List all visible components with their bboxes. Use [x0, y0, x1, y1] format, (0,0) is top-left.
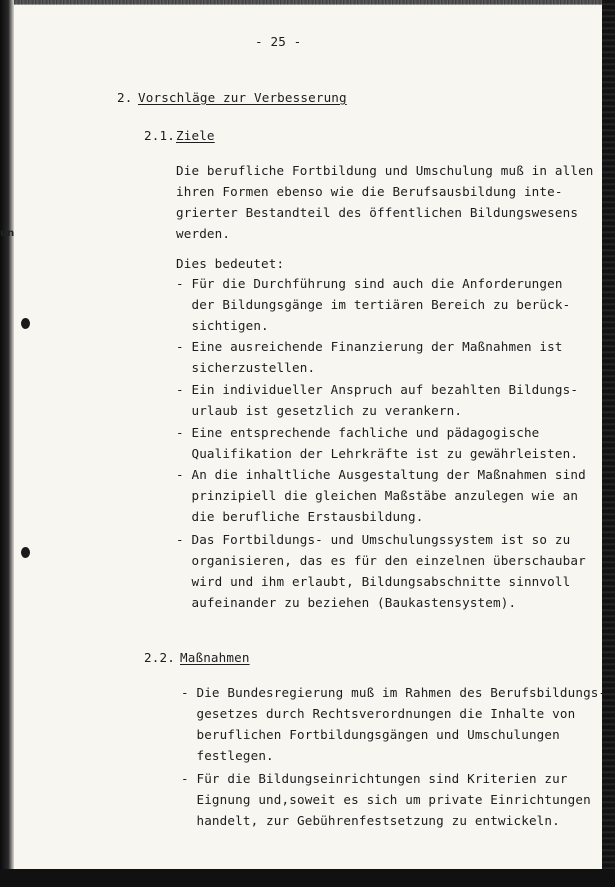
- bullet-line: Qualifikation der Lehrkräfte ist zu gewährleisten.: [176, 446, 579, 461]
- scan-left-edge: [0, 0, 14, 887]
- section-2-number: 2.2.: [144, 650, 175, 665]
- bullet-line: - Eine entsprechende fachliche und pädagogische: [176, 425, 540, 440]
- bullet-line: - Für die Bildungseinrichtungen sind Kriterien zur: [181, 771, 568, 786]
- bullet-line: - Die Bundesregierung muß im Rahmen des Berufsbildungs-: [181, 685, 607, 700]
- bullet-line: - An die inhaltliche Ausgestaltung der Maßnahmen sind: [176, 467, 586, 482]
- section-2-title: Maßnahmen: [180, 650, 250, 665]
- section-1-number: 2.1.: [144, 128, 175, 143]
- bullet-line: - Eine ausreichende Finanzierung der Maßnahmen ist: [176, 339, 563, 354]
- bullet-line: urlaub ist gesetzlich zu verankern.: [176, 403, 463, 418]
- scan-top-strip: [14, 0, 602, 5]
- punch-hole-bottom: [21, 547, 30, 558]
- heading-number: 2.: [117, 90, 133, 105]
- bullet-line: - Ein individueller Anspruch auf bezahlten Bildungs-: [176, 382, 579, 397]
- punch-hole-top: [21, 318, 30, 329]
- bullet-line: - Das Fortbildungs- und Umschulungssystem ist so zu: [176, 532, 571, 547]
- intro-line: werden.: [176, 226, 231, 241]
- heading-title: Vorschläge zur Verbesserung: [138, 90, 347, 105]
- intro-line: Die berufliche Fortbildung und Umschulung muß in allen: [176, 163, 594, 178]
- bullet-line: - Für die Durchführung sind auch die Anforderungen: [176, 276, 563, 291]
- scan-bottom-edge: [0, 869, 615, 887]
- bullet-line: gesetzes durch Rechtsverordnungen die Inhalte von: [181, 706, 576, 721]
- intro-line: grierter Bestandteil des öffentlichen Bildungswesens: [176, 205, 579, 220]
- bullet-line: der Bildungsgänge im tertiären Bereich zu berück-: [176, 297, 571, 312]
- lead-text: Dies bedeutet:: [176, 256, 285, 271]
- scan-right-edge: [602, 0, 615, 887]
- bullet-line: handelt, zur Gebührenfestsetzung zu entwickeln.: [181, 813, 560, 828]
- bullet-line: aufeinander zu beziehen (Baukastensystem).: [176, 595, 517, 610]
- bullet-line: die berufliche Erstausbildung.: [176, 509, 424, 524]
- section-1-title: Ziele: [176, 128, 215, 143]
- intro-line: ihren Formen ebenso wie die Berufsausbildung inte-: [176, 184, 563, 199]
- page-number: - 25 -: [255, 34, 302, 49]
- bullet-line: Eignung und,soweit es sich um private Einrichtungen: [181, 792, 591, 807]
- bullet-line: organisieren, das es für den einzelnen überschaubar: [176, 553, 586, 568]
- bullet-line: wird und ihm erlaubt, Bildungsabschnitte sinnvoll: [176, 574, 571, 589]
- margin-fragment: un: [0, 228, 15, 239]
- bullet-line: beruflichen Fortbildungsgängen und Umschulungen: [181, 727, 560, 742]
- bullet-line: festlegen.: [181, 748, 274, 763]
- bullet-line: prinzipiell die gleichen Maßstäbe anzulegen wie an: [176, 488, 579, 503]
- bullet-line: sichtigen.: [176, 318, 269, 333]
- bullet-line: sicherzustellen.: [176, 360, 316, 375]
